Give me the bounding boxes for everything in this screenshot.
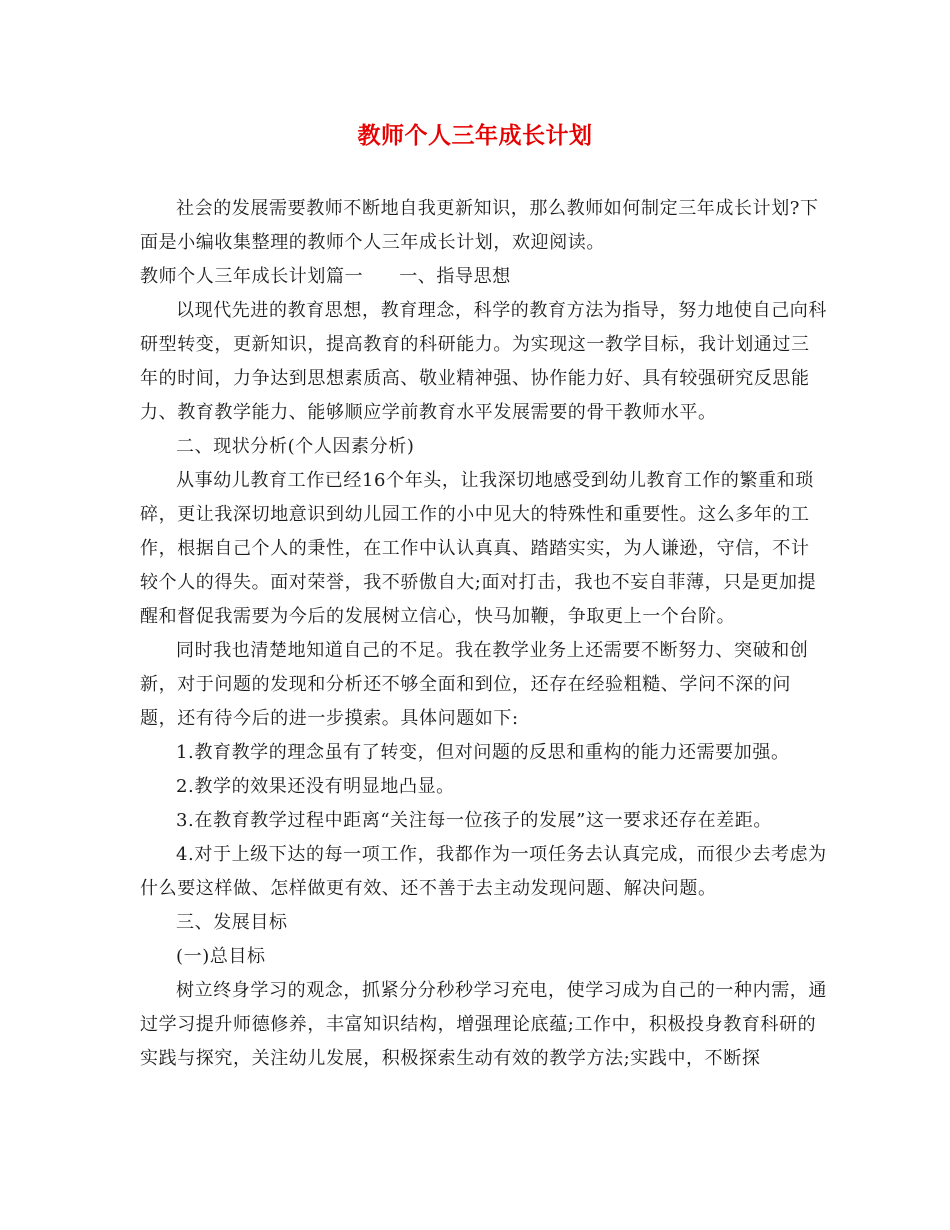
list-item-1: 1.教育教学的理念虽有了转变，但对问题的反思和重构的能力还需要加强。	[176, 742, 790, 763]
paragraph-experience: 从事幼儿教育工作已经16个年头，让我深切地感受到幼儿教育工作的繁重和琐碎，更让我深切地意识到幼儿园工作的小中见大的特殊性和重要性。这么多年的工作，根据自己个人的秉性，在工作中认认真真、踏踏实实，为人谦逊，守信，不计较个人的得失。面对荣誉，我不骄傲自大;面对打击，我也不妄自菲薄，只是更加提醒和督促我需要为今后的发展树立信心，快马加鞭，争取更上一个台阶。	[140, 470, 817, 627]
paragraph-shortcomings: 同时我也清楚地知道自己的不足。我在教学业务上还需要不断努力、突破和创新，对于问题的发现和分析还不够全面和到位，还存在经验粗糙、学问不深的问题，还有待今后的进一步摸索。具体问题如下:	[140, 640, 809, 729]
heading-overall-goal: (一)总目标	[176, 946, 266, 967]
heading-status-analysis: 二、现状分析(个人因素分析)	[176, 436, 415, 457]
list-item-4: 4.对于上级下达的每一项工作，我都作为一项任务去认真完成，而很少去考虑为什么要这样做、怎样做更有效、还不善于去主动发现问题、解决问题。	[140, 844, 827, 899]
section-heading-line	[140, 260, 828, 294]
section-label: 教师个人三年成长计划篇一	[140, 266, 364, 287]
heading-development-goals: 三、发展目标	[176, 912, 288, 933]
paragraph-overall-goal: 树立终身学习的观念，抓紧分分秒秒学习充电，使学习成为自己的一种内需，通过学习提升师德修养，丰富知识结构，增强理论底蕴;工作中，积极投身教育科研的实践与探究，关注幼儿发展，积极探索生动有效的教学方法;实践中，不断探	[140, 980, 827, 1069]
document-title: 教师个人三年成长计划	[357, 122, 593, 149]
heading-guiding-thought: 一、指导思想	[399, 266, 511, 287]
document-body	[140, 192, 828, 1076]
list-item-2: 2.教学的效果还没有明显地凸显。	[176, 776, 455, 797]
paragraph-guiding-thought: 以现代先进的教育思想，教育理念，科学的教育方法为指导，努力地使自己向科研型转变，更新知识，提高教育的科研能力。为实现这一教学目标，我计划通过三年的时间，力争达到思想素质高、敬业精神强、协作能力好、具有较强研究反思能力、教育教学能力、能够顺应学前教育水平发展需要的骨干教师水平。	[140, 300, 827, 423]
intro-paragraph: 社会的发展需要教师不断地自我更新知识，那么教师如何制定三年成长计划?下面是小编收集整理的教师个人三年成长计划，欢迎阅读。	[140, 198, 819, 253]
list-item-3: 3.在教育教学过程中距离“关注每一位孩子的发展”这一要求还存在差距。	[176, 810, 772, 831]
